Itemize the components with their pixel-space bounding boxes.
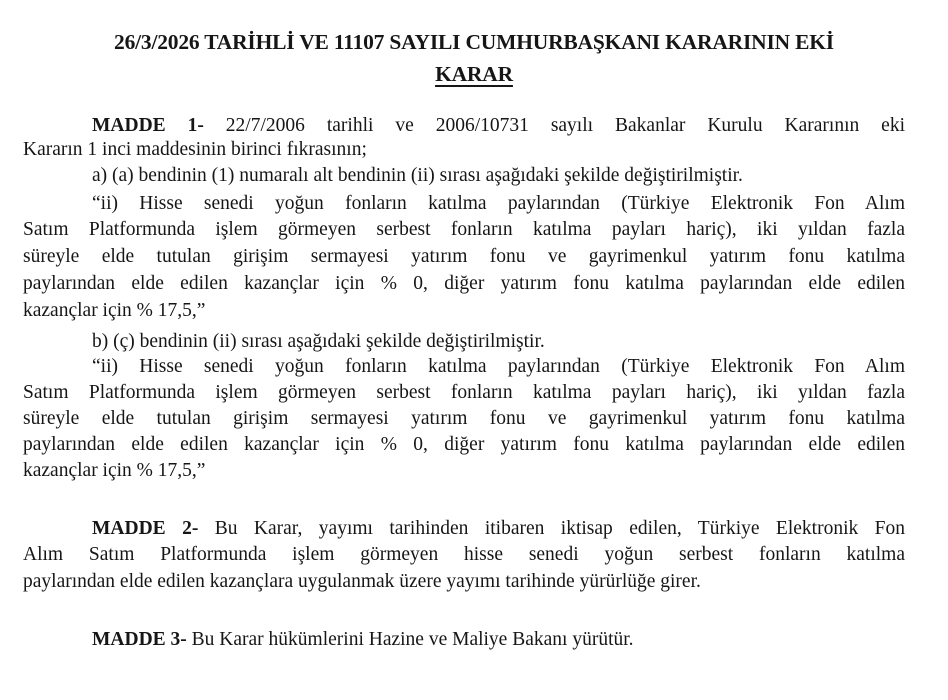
article-2-line-2: Alım Satım Platformunda işlem görmeyen hisse senedi yoğun serbest fonların katılma — [23, 544, 905, 565]
document-title: 26/3/2026 TARİHLİ VE 11107 SAYILI CUMHURBAŞKANI KARARININ EKİ — [114, 30, 834, 54]
article-1-line-2: Kararın 1 inci maddesinin birinci fıkrasının; — [23, 139, 367, 160]
clause-a: a) (a) bendinin (1) numaralı alt bendinin (ii) sırası aşağıdaki şekilde değiştirilmiştir. — [92, 165, 743, 186]
quote-b-line-2: Satım Platformunda işlem görmeyen serbest fonların katılma payları hariç), iki yıldan fazla — [23, 382, 905, 403]
quote-b-line-1: “ii) Hisse senedi yoğun fonların katılma paylarından (Türkiye Elektronik Fon Alım — [92, 356, 905, 377]
quote-a-line-5: kazançlar için % 17,5,” — [23, 300, 206, 321]
article-2-line-1 — [92, 517, 905, 541]
text: Bu Karar, yayımı tarihinden itibaren iktisap edilen, Türkiye Elektronik Fon — [198, 518, 906, 539]
quote-a-line-2: Satım Platformunda işlem görmeyen serbest fonların katılma payları hariç), iki yıldan fazla — [23, 219, 905, 240]
quote-b-line-3: süreyle elde tutulan girişim sermayesi yatırım fonu ve gayrimenkul yatırım fonu katılma — [23, 408, 905, 429]
text: Bu Karar hükümlerini Hazine ve Maliye Bakanı yürütür. — [186, 629, 634, 650]
article-1-heading: MADDE 1- — [92, 115, 204, 136]
quote-b-line-4: paylarından elde edilen kazançlar için % 0, diğer yatırım fonu katılma paylarından elde edilen — [23, 434, 905, 455]
quote-b-line-5: kazançlar için % 17,5,” — [23, 460, 206, 481]
text: 22/7/2006 tarihli ve 2006/10731 sayılı Bakanlar Kurulu Kararının eki — [203, 115, 906, 136]
clause-b: b) (ç) bendinin (ii) sırası aşağıdaki şekilde değiştirilmiştir. — [92, 331, 545, 352]
article-2-line-3: paylarından elde edilen kazançlara uygulanmak üzere yayımı tarihinde yürürlüğe girer. — [23, 571, 701, 592]
article-1-line-1 — [92, 114, 905, 138]
document-subtitle — [0, 62, 948, 87]
article-3-heading: MADDE 3- — [92, 629, 187, 650]
quote-a-line-4: paylarından elde edilen kazançlar için % 0, diğer yatırım fonu katılma paylarından elde edilen — [23, 273, 905, 294]
quote-a-line-1: “ii) Hisse senedi yoğun fonların katılma paylarından (Türkiye Elektronik Fon Alım — [92, 193, 905, 214]
quote-a-line-3: süreyle elde tutulan girişim sermayesi yatırım fonu ve gayrimenkul yatırım fonu katılma — [23, 246, 905, 267]
article-3-line-1 — [92, 628, 905, 652]
subtitle-text: KARAR — [435, 62, 513, 86]
article-2-heading: MADDE 2- — [92, 518, 199, 539]
